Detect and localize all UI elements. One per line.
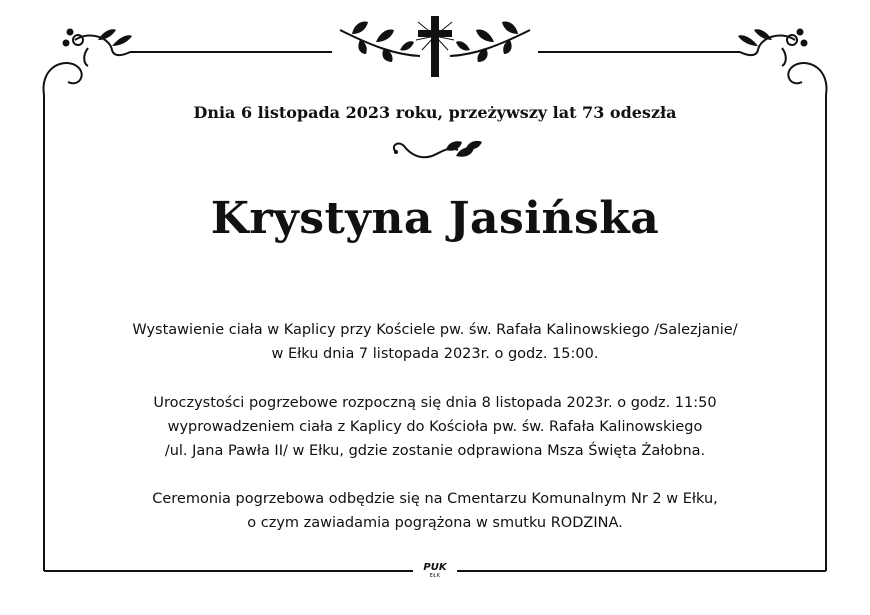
burial-paragraph (0, 487, 870, 535)
paragraph-line: wyprowadzeniem ciała z Kaplicy do Kościoła pw. św. Rafała Kalinowskiego (167, 419, 703, 435)
paragraph-line: Uroczystości pogrzebowe rozpoczną się dnia 8 listopada 2023r. o godz. 11:50 (153, 395, 717, 411)
intro-line: Dnia 6 listopada 2023 roku, przeżywszy lat 73 odeszła (193, 103, 677, 122)
funeral-paragraph (0, 391, 870, 463)
deceased-name: Krystyna Jasińska (210, 193, 660, 244)
paragraph-line: Wystawienie ciała w Kaplicy przy Kościele pw. św. Rafała Kalinowskiego /Salezjanie/ (132, 322, 738, 338)
corner-scroll-icon (43, 29, 132, 95)
laurel-branch-icon (450, 22, 530, 63)
paragraph-line: w Ełku dnia 7 listopada 2023r. o godz. 15:00. (271, 346, 599, 362)
flourish-icon (394, 141, 482, 157)
cross-icon (416, 16, 454, 77)
logo-sub-text: EŁK (429, 573, 441, 579)
paragraph-line: o czym zawiadamia pogrążona w smutku RODZINA. (247, 515, 623, 531)
corner-scroll-icon (738, 29, 827, 95)
laurel-branch-icon (340, 22, 420, 63)
logo-main-text: PUK (423, 562, 447, 573)
paragraph-line: Ceremonia pogrzebowa odbędzie się na Cmentarzu Komunalnym Nr 2 w Ełku, (152, 491, 718, 507)
company-logo (419, 563, 451, 579)
viewing-paragraph (0, 318, 870, 366)
paragraph-line: /ul. Jana Pawła II/ w Ełku, gdzie zostanie odprawiona Msza Święta Żałobna. (164, 443, 706, 459)
